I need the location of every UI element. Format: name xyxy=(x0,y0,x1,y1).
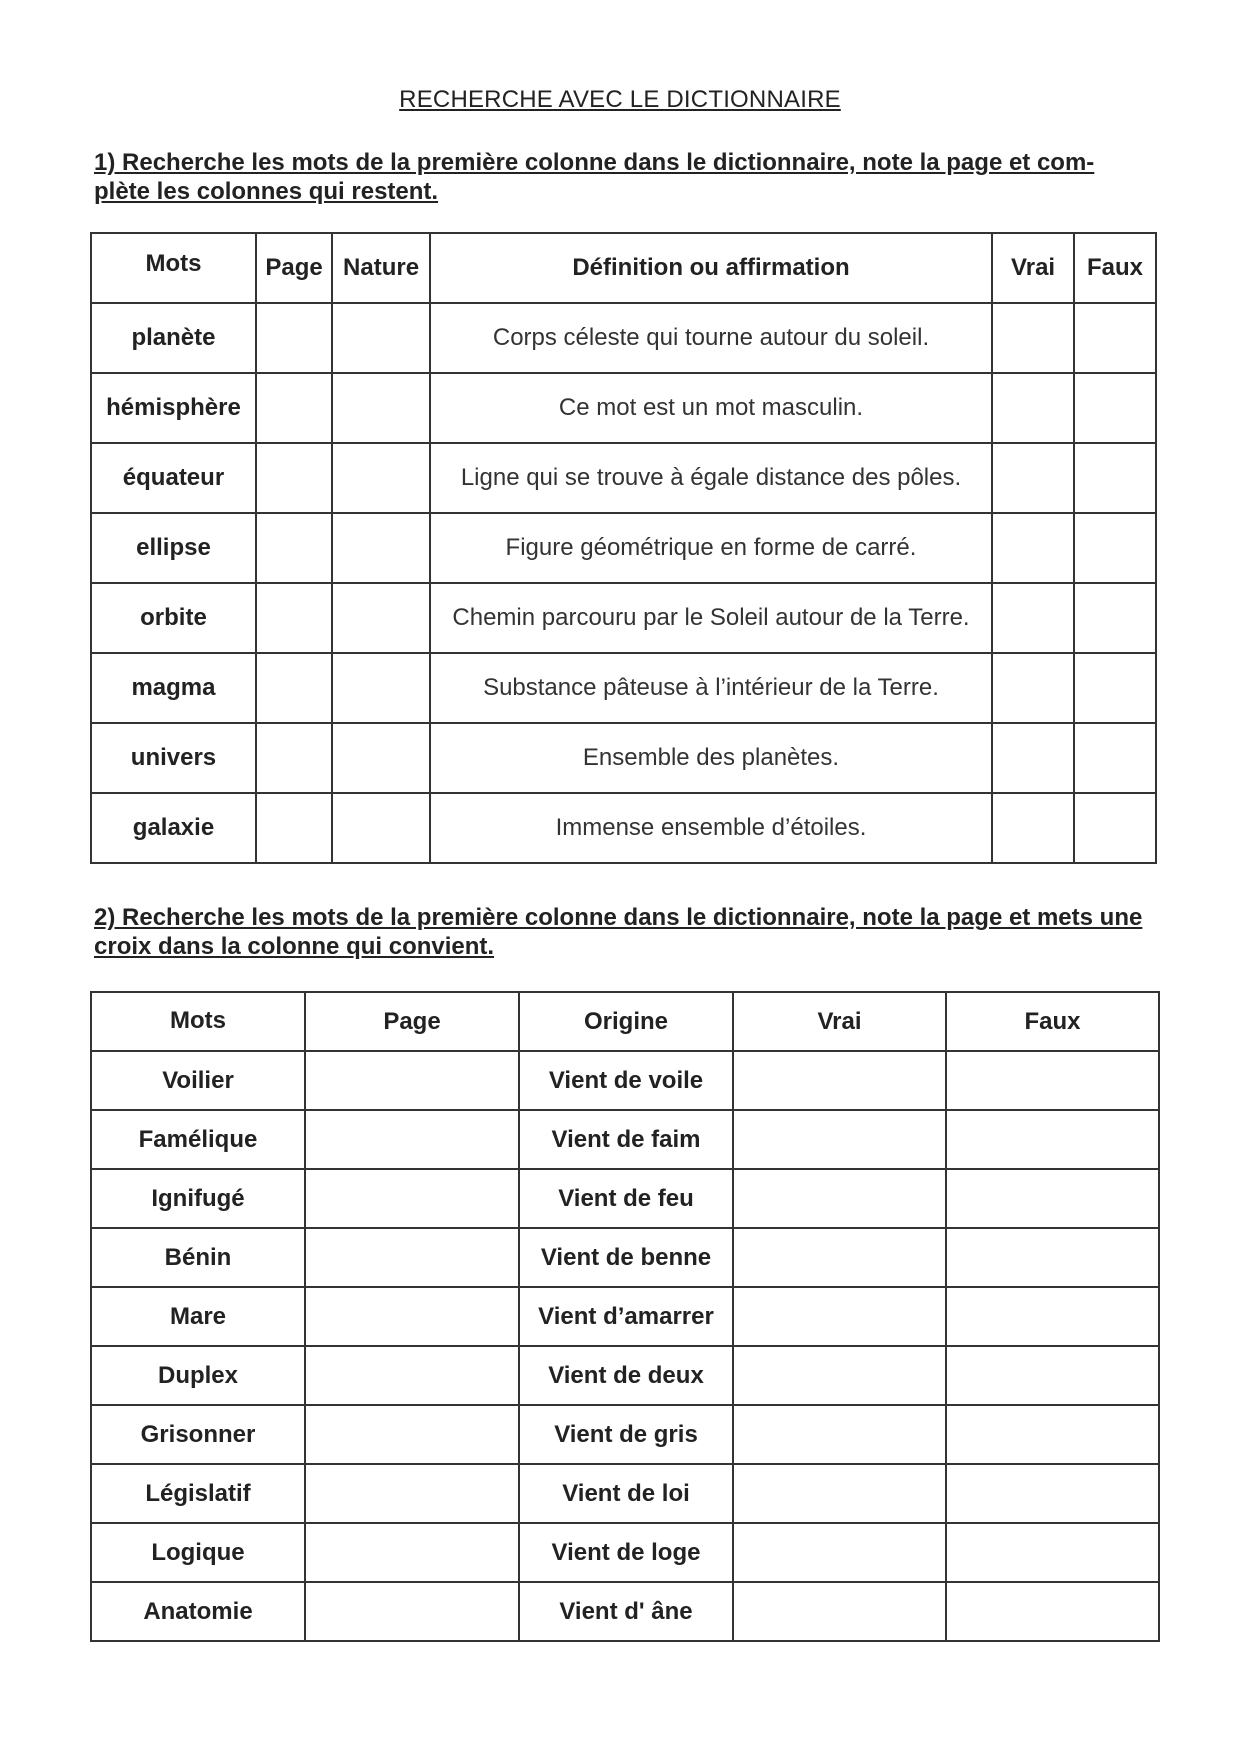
origin-cell: Vient de loi xyxy=(519,1464,733,1523)
nature-cell[interactable] xyxy=(332,303,430,373)
page-cell[interactable] xyxy=(305,1346,519,1405)
page-cell[interactable] xyxy=(256,443,332,513)
word-cell: Logique xyxy=(91,1523,305,1582)
table-row xyxy=(91,1405,1159,1464)
definition-cell: Corps céleste qui tourne autour du soleil. xyxy=(430,303,992,373)
header-vrai: Vrai xyxy=(733,992,946,1051)
word-cell: Ignifugé xyxy=(91,1169,305,1228)
vrai-cell[interactable] xyxy=(733,1169,946,1228)
page-cell[interactable] xyxy=(305,1169,519,1228)
word-cell: Mare xyxy=(91,1287,305,1346)
vrai-cell[interactable] xyxy=(992,303,1074,373)
page-cell[interactable] xyxy=(305,1228,519,1287)
page-cell[interactable] xyxy=(305,1582,519,1641)
table-row xyxy=(91,1464,1159,1523)
word-cell: Législatif xyxy=(91,1464,305,1523)
faux-cell[interactable] xyxy=(1074,303,1156,373)
vrai-cell[interactable] xyxy=(733,1051,946,1110)
word-cell: Grisonner xyxy=(91,1405,305,1464)
faux-cell[interactable] xyxy=(1074,373,1156,443)
faux-cell[interactable] xyxy=(1074,793,1156,863)
faux-cell[interactable] xyxy=(946,1287,1159,1346)
table-header-row xyxy=(91,992,1159,1051)
page-cell[interactable] xyxy=(305,1287,519,1346)
word-cell: ellipse xyxy=(91,513,256,583)
definition-cell: Ensemble des planètes. xyxy=(430,723,992,793)
page-cell[interactable] xyxy=(256,653,332,723)
faux-cell[interactable] xyxy=(946,1169,1159,1228)
nature-cell[interactable] xyxy=(332,793,430,863)
page-cell[interactable] xyxy=(305,1464,519,1523)
word-cell: orbite xyxy=(91,583,256,653)
page-cell[interactable] xyxy=(256,303,332,373)
table-row xyxy=(91,1228,1159,1287)
faux-cell[interactable] xyxy=(1074,653,1156,723)
vrai-cell[interactable] xyxy=(992,653,1074,723)
header-definition: Définition ou affirmation xyxy=(430,233,992,303)
table-header-row xyxy=(91,233,1156,303)
table-row xyxy=(91,443,1156,513)
nature-cell[interactable] xyxy=(332,653,430,723)
page-cell[interactable] xyxy=(305,1405,519,1464)
vrai-cell[interactable] xyxy=(733,1346,946,1405)
faux-cell[interactable] xyxy=(946,1464,1159,1523)
table-row xyxy=(91,373,1156,443)
origin-cell: Vient d' âne xyxy=(519,1582,733,1641)
definition-cell: Immense ensemble d’étoiles. xyxy=(430,793,992,863)
vrai-cell[interactable] xyxy=(992,443,1074,513)
page-cell[interactable] xyxy=(256,793,332,863)
exercise2-instruction: 2) Recherche les mots de la première colonne dans le dictionnaire, note la page et mets une croix dans la colonne qui convient. xyxy=(94,904,1143,960)
table-row xyxy=(91,1169,1159,1228)
faux-cell[interactable] xyxy=(946,1523,1159,1582)
header-vrai: Vrai xyxy=(992,233,1074,303)
nature-cell[interactable] xyxy=(332,583,430,653)
vrai-cell[interactable] xyxy=(733,1110,946,1169)
faux-cell[interactable] xyxy=(946,1051,1159,1110)
word-cell: Anatomie xyxy=(91,1582,305,1641)
page-cell[interactable] xyxy=(305,1523,519,1582)
definition-cell: Figure géométrique en forme de carré. xyxy=(430,513,992,583)
origin-cell: Vient de gris xyxy=(519,1405,733,1464)
faux-cell[interactable] xyxy=(1074,513,1156,583)
origin-cell: Vient de benne xyxy=(519,1228,733,1287)
definition-cell: Ce mot est un mot masculin. xyxy=(430,373,992,443)
vrai-cell[interactable] xyxy=(733,1582,946,1641)
header-origine: Origine xyxy=(519,992,733,1051)
vrai-cell[interactable] xyxy=(992,373,1074,443)
table-row xyxy=(91,1110,1159,1169)
page-cell[interactable] xyxy=(256,373,332,443)
table-row xyxy=(91,583,1156,653)
nature-cell[interactable] xyxy=(332,513,430,583)
nature-cell[interactable] xyxy=(332,443,430,513)
faux-cell[interactable] xyxy=(946,1346,1159,1405)
table-row xyxy=(91,303,1156,373)
faux-cell[interactable] xyxy=(946,1228,1159,1287)
word-cell: galaxie xyxy=(91,793,256,863)
vrai-cell[interactable] xyxy=(733,1405,946,1464)
origin-cell: Vient de feu xyxy=(519,1169,733,1228)
word-cell: magma xyxy=(91,653,256,723)
nature-cell[interactable] xyxy=(332,723,430,793)
vrai-cell[interactable] xyxy=(733,1523,946,1582)
table-row xyxy=(91,793,1156,863)
vrai-cell[interactable] xyxy=(733,1464,946,1523)
table-row xyxy=(91,653,1156,723)
header-faux: Faux xyxy=(946,992,1159,1051)
table-row xyxy=(91,1287,1159,1346)
definition-cell: Ligne qui se trouve à égale distance des pôles. xyxy=(430,443,992,513)
definition-cell: Substance pâteuse à l’intérieur de la Terre. xyxy=(430,653,992,723)
faux-cell[interactable] xyxy=(1074,583,1156,653)
vrai-cell[interactable] xyxy=(733,1287,946,1346)
page-cell[interactable] xyxy=(256,723,332,793)
header-page: Page xyxy=(305,992,519,1051)
origin-cell: Vient d’amarrer xyxy=(519,1287,733,1346)
exercise1-instruction: 1) Recherche les mots de la première colonne dans le dictionnaire, note la page et com- plète les colonnes qui restent. xyxy=(94,149,1095,205)
vrai-cell[interactable] xyxy=(992,513,1074,583)
origin-cell: Vient de voile xyxy=(519,1051,733,1110)
origin-cell: Vient de faim xyxy=(519,1110,733,1169)
faux-cell[interactable] xyxy=(946,1110,1159,1169)
header-nature: Nature xyxy=(332,233,430,303)
word-cell: hémisphère xyxy=(91,373,256,443)
faux-cell[interactable] xyxy=(946,1405,1159,1464)
faux-cell[interactable] xyxy=(1074,443,1156,513)
word-cell: Bénin xyxy=(91,1228,305,1287)
table-row xyxy=(91,1523,1159,1582)
header-page: Page xyxy=(256,233,332,303)
table-row xyxy=(91,723,1156,793)
page-cell[interactable] xyxy=(256,583,332,653)
header-mots: Mots xyxy=(91,992,305,1051)
header-faux: Faux xyxy=(1074,233,1156,303)
vrai-cell[interactable] xyxy=(992,723,1074,793)
faux-cell[interactable] xyxy=(1074,723,1156,793)
origin-cell: Vient de deux xyxy=(519,1346,733,1405)
nature-cell[interactable] xyxy=(332,373,430,443)
word-cell: Duplex xyxy=(91,1346,305,1405)
vrai-cell[interactable] xyxy=(992,583,1074,653)
vrai-cell[interactable] xyxy=(733,1228,946,1287)
table-row xyxy=(91,1346,1159,1405)
table-row xyxy=(91,1051,1159,1110)
page-title: RECHERCHE AVEC LE DICTIONNAIRE xyxy=(399,86,841,113)
word-cell: équateur xyxy=(91,443,256,513)
exercise2-table xyxy=(90,991,1160,1642)
word-cell: Voilier xyxy=(91,1051,305,1110)
header-mots: Mots xyxy=(91,233,256,303)
page-cell[interactable] xyxy=(256,513,332,583)
table-row xyxy=(91,1582,1159,1641)
word-cell: planète xyxy=(91,303,256,373)
page-cell[interactable] xyxy=(305,1051,519,1110)
exercise1-table xyxy=(90,232,1157,864)
table-row xyxy=(91,513,1156,583)
word-cell: Famélique xyxy=(91,1110,305,1169)
word-cell: univers xyxy=(91,723,256,793)
faux-cell[interactable] xyxy=(946,1582,1159,1641)
vrai-cell[interactable] xyxy=(992,793,1074,863)
page-cell[interactable] xyxy=(305,1110,519,1169)
definition-cell: Chemin parcouru par le Soleil autour de la Terre. xyxy=(430,583,992,653)
origin-cell: Vient de loge xyxy=(519,1523,733,1582)
